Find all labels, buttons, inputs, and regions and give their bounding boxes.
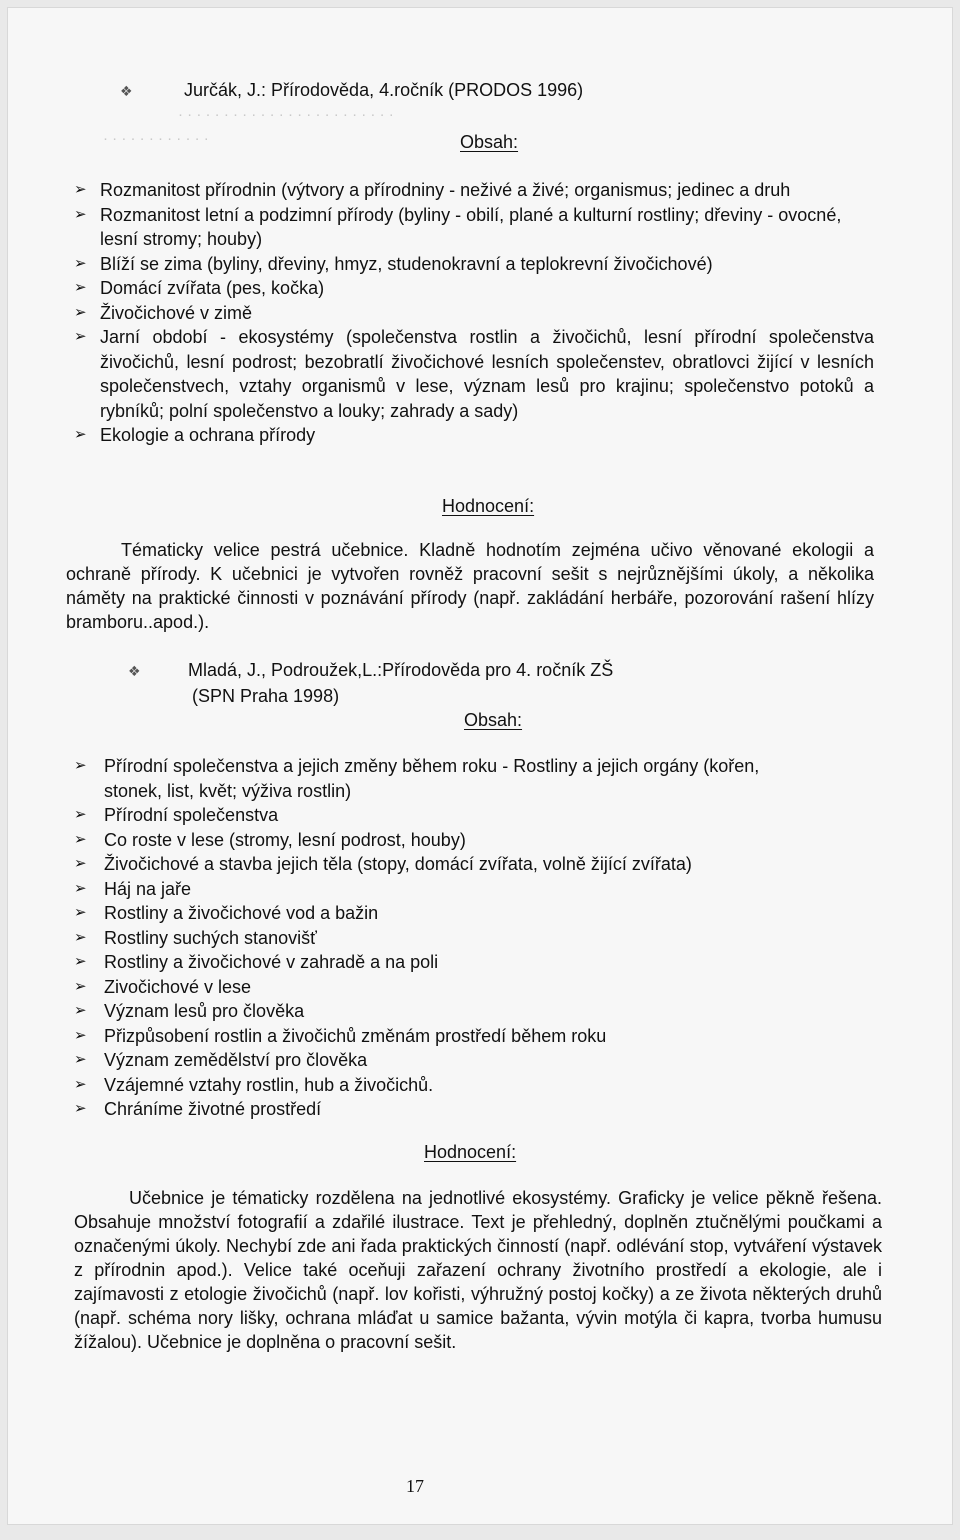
- arrowhead-bullet-icon: ➢: [74, 1026, 87, 1044]
- list-item: [74, 975, 814, 1000]
- document-page: [8, 8, 952, 1524]
- arrowhead-bullet-icon: ➢: [74, 855, 87, 872]
- book1-reference-text: Jurčák, J.: Přírodověda, 4.ročník (PRODOS 1996): [184, 80, 584, 100]
- list-item: [74, 178, 874, 203]
- book2-contents-list: [74, 754, 814, 1122]
- page-number: 17: [406, 1476, 424, 1496]
- list-item-text: Vzájemné vztahy rostlin, hub a živočichů.: [104, 1074, 434, 1095]
- list-item: [74, 926, 814, 951]
- list-item-text: Význam lesů pro člověka: [104, 1001, 305, 1021]
- list-item-text: Rostliny suchých stanovišť: [104, 927, 317, 948]
- arrowhead-bullet-icon: ➢: [74, 426, 87, 443]
- arrowhead-bullet-icon: ➢: [74, 254, 87, 272]
- list-item-text: Živočichové a stavba jejich těla (stopy, domácí zvířata, volně žijící zvířata): [104, 854, 692, 874]
- list-item-text: Háj na jaře: [104, 878, 192, 899]
- arrowhead-bullet-icon: ➢: [74, 1075, 87, 1093]
- arrowhead-bullet-icon: ➢: [74, 830, 87, 848]
- list-item: [74, 877, 814, 902]
- list-item-text: Rozmanitost přírodnin (výtvory a přírodniny - neživé a živé; organismus; jedinec a druh: [100, 180, 791, 200]
- arrowhead-bullet-icon: ➢: [74, 205, 87, 223]
- arrowhead-bullet-icon: ➢: [74, 1100, 87, 1117]
- list-item-text: Ekologie a ochrana přírody: [100, 425, 316, 445]
- arrowhead-bullet-icon: ➢: [74, 879, 87, 897]
- list-item: [74, 1097, 814, 1122]
- list-item: [74, 423, 874, 448]
- book2-contents-heading: Obsah:: [464, 710, 523, 730]
- arrowhead-bullet-icon: ➢: [74, 279, 87, 296]
- list-item: [74, 803, 814, 828]
- evaluation-paragraph: Tématicky velice pestrá učebnice. Kladně hodnotím zejména učivo věnované ekologii a ochraně přírody. K učebnici je vytvořen rovněž pracovní sešit s nejrůznějšími úkoly, a několika náměty na praktické činnosti v poznávání přírody (např. zakládání herbáře, pozorování rašení hlízy bramboru..apod.).: [66, 540, 874, 632]
- arrowhead-bullet-icon: ➢: [74, 928, 87, 946]
- list-item-text: Přizpůsobení rostlin a živočichů změnám prostředí během roku: [104, 1025, 607, 1046]
- bleed-through-text: · · · · · · · · · · · · · · · · · · · · · · · ·: [178, 106, 394, 123]
- arrowhead-bullet-icon: ➢: [74, 953, 87, 970]
- book2-reference: [128, 660, 613, 681]
- book1-evaluation-heading: Hodnocení:: [442, 496, 535, 516]
- list-item-text: Domácí zvířata (pes, kočka): [100, 278, 325, 298]
- list-item: [74, 1073, 814, 1098]
- arrowhead-bullet-icon: ➢: [74, 806, 87, 823]
- diamond-dots-icon: ❖: [120, 83, 133, 99]
- book2-evaluation-heading: Hodnocení:: [424, 1142, 517, 1162]
- book2-evaluation-text: [74, 1186, 882, 1354]
- list-item: [74, 276, 874, 301]
- book1-contents-list: [74, 178, 874, 448]
- book2-reference-publisher: (SPN Praha 1998): [192, 686, 340, 706]
- list-item-text: Přírodní společenstva: [104, 805, 279, 825]
- book1-contents-heading: Obsah:: [460, 132, 519, 152]
- arrowhead-bullet-icon: ➢: [74, 328, 87, 345]
- diamond-dots-icon: ❖: [128, 663, 141, 679]
- bleed-through-text: · · · · · · · · · · · ·: [103, 130, 209, 147]
- arrowhead-bullet-icon: ➢: [74, 904, 87, 921]
- list-item: [74, 203, 874, 252]
- list-item: [74, 754, 814, 803]
- list-item-text: Rostliny a živočichové vod a bažin: [104, 903, 379, 923]
- list-item: [74, 325, 874, 423]
- list-item-text: Význam zemědělství pro člověka: [104, 1050, 368, 1070]
- list-item: [74, 852, 814, 877]
- list-item: [74, 901, 814, 926]
- list-item: [74, 828, 814, 853]
- list-item: [74, 950, 814, 975]
- evaluation-paragraph: Učebnice je tématicky rozdělena na jednotlivé ekosystémy. Graficky je velice pěkně řešena. Obsahuje množství fotografií a zdařilé ilustrace. Text je přehledný, doplněn ztučnělými poučkami a označenými úkoly. Nechybí zde ani řada praktických činností (např. odlévání stop, vytváření výstavek z přírodnin apod.). Velice také oceňuji zařazení ochrany životního prostředí a ekologie, ale i zajímavosti z etologie živočichů (např. lov kořisti, výhružný postoj kočky) a ze života některých druhů (např. schéma nory lišky, ochrana mláďat u samice bažanta, vývin motýla či kapra, tvorba humusu žížalou). Učebnice je doplněna o pracovní sešit.: [74, 1188, 882, 1352]
- arrowhead-bullet-icon: ➢: [74, 977, 87, 995]
- list-item-text: Rozmanitost letní a podzimní přírody (byliny - obilí, plané a kulturní rostliny; dřeviny - ovocné, lesní stromy; houby): [100, 204, 842, 249]
- book1-evaluation-text: [66, 538, 874, 634]
- list-item-text: Jarní období - ekosystémy (společenstva rostlin a živočichů, lesní přírodní společenstva živočichů, lesní podrost; bezobratlí živočichové lesních společenstev, obratlovci žijící v lesních společenstvech, vztahy organismů v lese, význam lesů pro krajinu; společenstvo potoků a rybníků; polní společenstvo a louky; zahrady a sady): [100, 327, 874, 421]
- list-item-text: Živočichové v zimě: [100, 302, 253, 323]
- list-item-text: Chráníme životné prostředí: [104, 1099, 322, 1119]
- arrowhead-bullet-icon: ➢: [74, 1002, 87, 1019]
- list-item-text: Co roste v lese (stromy, lesní podrost, houby): [104, 829, 466, 850]
- list-item: [74, 1024, 814, 1049]
- list-item-text: Přírodní společenstva a jejich změny během roku - Rostliny a jejich orgány (kořen, stonek, list, květ; výživa rostlin): [104, 756, 760, 801]
- list-item: [74, 1048, 814, 1073]
- list-item: [74, 999, 814, 1024]
- list-item: [74, 252, 874, 277]
- list-item-text: Blíží se zima (byliny, dřeviny, hmyz, studenokravní a teplokrevní živočichové): [100, 253, 713, 274]
- book2-reference-text: Mladá, J., Podroužek,L.:Přírodověda pro 4. ročník ZŠ: [188, 660, 614, 680]
- arrowhead-bullet-icon: ➢: [74, 303, 87, 321]
- arrowhead-bullet-icon: ➢: [74, 181, 87, 198]
- list-item: [74, 301, 874, 326]
- list-item-text: Rostliny a živočichové v zahradě a na poli: [104, 952, 439, 972]
- book1-reference: [120, 80, 583, 101]
- list-item-text: Zivočichové v lese: [104, 976, 252, 997]
- arrowhead-bullet-icon: ➢: [74, 757, 87, 774]
- arrowhead-bullet-icon: ➢: [74, 1051, 87, 1068]
